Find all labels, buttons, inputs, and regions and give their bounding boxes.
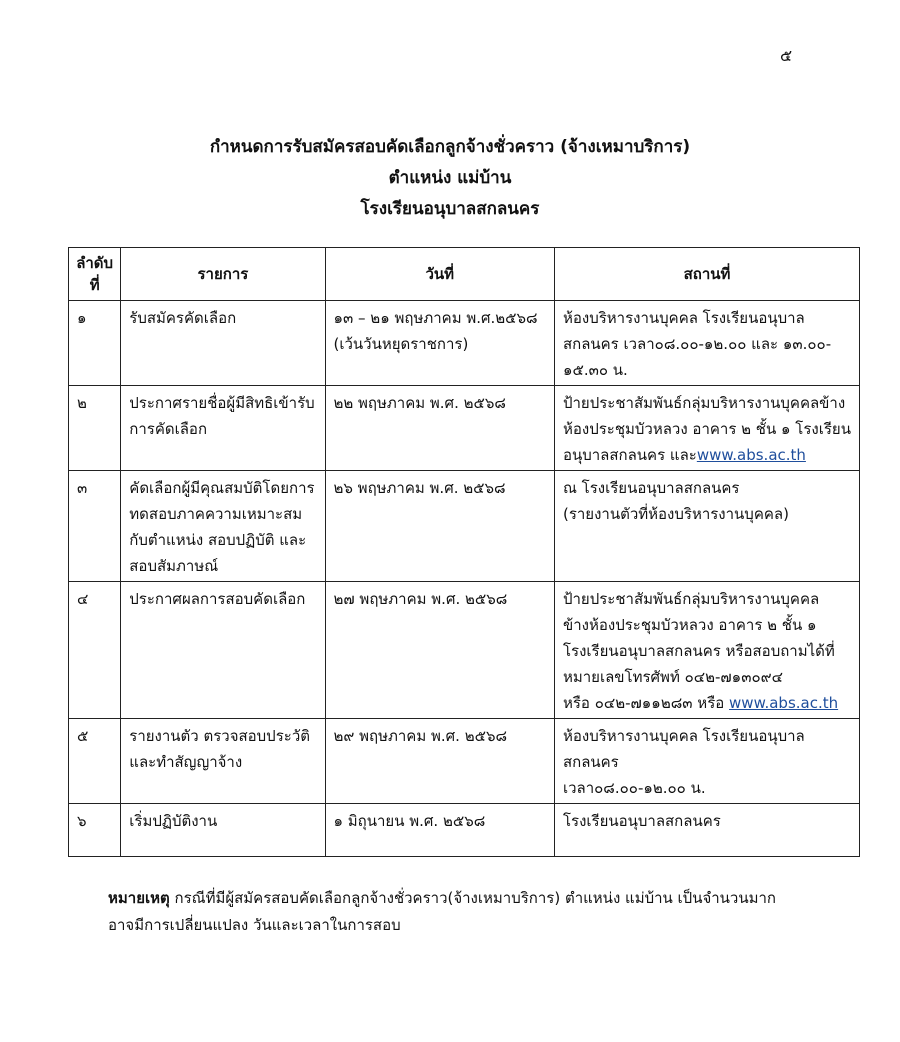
item-line: เริ่มปฏิบัติงาน <box>129 812 218 830</box>
place-line: ห้องประชุมบัวหลวง อาคาร ๒ ชั้น ๑ โรงเรียน <box>562 420 851 438</box>
row-date <box>325 301 554 386</box>
header-item: รายการ <box>121 248 325 301</box>
place-line: ข้างห้องประชุมบัวหลวง อาคาร ๒ ชั้น ๑ <box>562 616 817 634</box>
page-number: ๕ <box>780 46 793 65</box>
place-line: ห้องบริหารงานบุคคล โรงเรียนอนุบาล <box>562 309 805 327</box>
place-line: หมายเลขโทรศัพท์ ๐๔๒-๗๑๓๐๙๔ <box>562 668 783 686</box>
place-text: อนุบาลสกลนคร และ <box>562 446 697 464</box>
place-line: ป้ายประชาสัมพันธ์กลุ่มบริหารงานบุคคล <box>562 590 820 608</box>
schedule-table <box>68 247 860 857</box>
website-link[interactable]: www.abs.ac.th <box>696 446 806 464</box>
item-line: รับสมัครคัดเลือก <box>129 309 237 327</box>
row-item <box>121 471 325 582</box>
title-line-3: โรงเรียนอนุบาลสกลนคร <box>360 199 540 219</box>
place-line: ห้องบริหารงานบุคคล โรงเรียนอนุบาล <box>562 727 805 745</box>
row-place <box>554 582 859 719</box>
row-place <box>554 804 859 857</box>
title-line-1: กำหนดการรับสมัครสอบคัดเลือกลูกจ้างชั่วคราว (จ้างเหมาบริการ) <box>209 137 691 157</box>
place-line: ป้ายประชาสัมพันธ์กลุ่มบริหารงานบุคคลข้าง <box>562 394 846 412</box>
note-line-1 <box>108 885 828 912</box>
place-line: ๑๕.๓๐ น. <box>562 361 628 379</box>
row-number: ๔ <box>69 582 121 719</box>
date-line: ๒๙ พฤษภาคม พ.ศ. ๒๕๖๘ <box>333 727 508 745</box>
header-no-line1: ลำดับ <box>76 254 114 272</box>
note-text-1: กรณีที่มีผู้สมัครสอบคัดเลือกลูกจ้างชั่วคราว(จ้างเหมาบริการ) ตำแหน่ง แม่บ้าน เป็นจำนวนมาก <box>169 889 776 907</box>
item-line: ทดสอบภาคความเหมาะสม <box>129 505 303 523</box>
row-date <box>325 471 554 582</box>
row-item <box>121 582 325 719</box>
header-place: สถานที่ <box>554 248 859 301</box>
date-line: ๒๒ พฤษภาคม พ.ศ. ๒๕๖๘ <box>333 394 506 412</box>
row-number: ๒ <box>69 386 121 471</box>
date-line: ๒๖ พฤษภาคม พ.ศ. ๒๕๖๘ <box>333 479 506 497</box>
row-item <box>121 719 325 804</box>
place-line: สกลนคร เวลา๐๘.๐๐-๑๒.๐๐ และ ๑๓.๐๐- <box>562 335 832 353</box>
item-line: รายงานตัว ตรวจสอบประวัติ <box>129 727 310 745</box>
place-line: เวลา๐๘.๐๐-๑๒.๐๐ น. <box>562 779 706 797</box>
row-place <box>554 471 859 582</box>
place-line: สกลนคร <box>562 753 619 771</box>
row-number: ๖ <box>69 804 121 857</box>
date-line: (เว้นวันหยุดราชการ) <box>333 335 469 353</box>
row-date <box>325 582 554 719</box>
item-line: ประกาศรายชื่อผู้มีสิทธิเข้ารับ <box>129 394 315 412</box>
row-number: ๑ <box>69 301 121 386</box>
row-number: ๕ <box>69 719 121 804</box>
note-label: หมายเหตุ <box>108 889 170 907</box>
date-line: ๑๓ – ๒๑ พฤษภาคม พ.ศ.๒๕๖๘ <box>333 309 538 327</box>
item-line: คัดเลือกผู้มีคุณสมบัติโดยการ <box>129 479 315 497</box>
date-line: ๑ มิถุนายน พ.ศ. ๒๕๖๘ <box>333 812 486 830</box>
row-item <box>121 386 325 471</box>
row-date <box>325 719 554 804</box>
place-line: โรงเรียนอนุบาลสกลนคร หรือสอบถามได้ที่ <box>562 642 835 660</box>
table-row <box>69 301 860 386</box>
row-item <box>121 301 325 386</box>
website-link[interactable]: www.abs.ac.th <box>729 694 839 712</box>
header-date: วันที่ <box>325 248 554 301</box>
item-line: ประกาศผลการสอบคัดเลือก <box>129 590 306 608</box>
title-line-2: ตำแหน่ง แม่บ้าน <box>388 168 512 188</box>
item-line: และทำสัญญาจ้าง <box>129 753 243 771</box>
place-line: ณ โรงเรียนอนุบาลสกลนคร <box>562 479 740 497</box>
date-line: ๒๗ พฤษภาคม พ.ศ. ๒๕๖๘ <box>333 590 508 608</box>
header-no <box>69 248 121 301</box>
row-item <box>121 804 325 857</box>
row-place <box>554 301 859 386</box>
header-row <box>69 248 860 301</box>
place-line: โรงเรียนอนุบาลสกลนคร <box>562 812 721 830</box>
place-line <box>563 690 851 716</box>
place-text: หรือ ๐๔๒-๗๑๑๒๘๓ หรือ <box>562 694 730 712</box>
item-line: สอบสัมภาษณ์ <box>129 557 219 575</box>
table-row <box>69 804 860 857</box>
place-line <box>563 442 851 468</box>
row-place <box>554 719 859 804</box>
header-no-line2: ที่ <box>89 276 100 294</box>
item-line: การคัดเลือก <box>129 420 208 438</box>
table-row <box>69 471 860 582</box>
table-row <box>69 582 860 719</box>
note-line-2: อาจมีการเปลี่ยนแปลง วันและเวลาในการสอบ <box>108 916 401 934</box>
row-date <box>325 386 554 471</box>
document-title <box>0 132 900 225</box>
table-row <box>69 386 860 471</box>
place-line: (รายงานตัวที่ห้องบริหารงานบุคคล) <box>562 505 789 523</box>
row-place <box>554 386 859 471</box>
item-line: กับตำแหน่ง สอบปฏิบัติ และ <box>129 531 307 549</box>
row-date <box>325 804 554 857</box>
row-number: ๓ <box>69 471 121 582</box>
table-row <box>69 719 860 804</box>
remark-note <box>108 885 828 939</box>
